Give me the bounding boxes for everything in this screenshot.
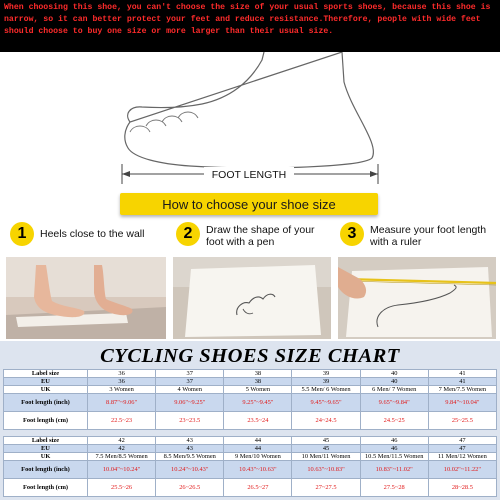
table-cell: 9.84"~10.04" <box>428 394 496 412</box>
table-cell: 40 <box>360 370 428 378</box>
howto-banner: How to choose your shoe size <box>120 193 378 215</box>
step-text: Draw the shape of your foot with a pen <box>206 224 315 248</box>
table-cell: 7 Men/7.5 Women <box>428 386 496 394</box>
table-cell: 25.5~26 <box>88 479 156 497</box>
table-cell: 9 Men/10 Women <box>224 453 292 461</box>
photo-measure-ruler <box>338 257 496 339</box>
table-cell: 39 <box>292 370 360 378</box>
row-label: Foot length (cm) <box>4 479 88 497</box>
table-cell: 44 <box>224 445 292 453</box>
table-cell: 22.5~23 <box>88 412 156 430</box>
table-row-label-size <box>4 370 497 378</box>
step-3 <box>340 222 498 258</box>
table-cell: 42 <box>88 445 156 453</box>
table-cell: 44 <box>224 437 292 445</box>
table-cell: 46 <box>360 437 428 445</box>
table-cell: 43 <box>156 437 224 445</box>
table-cell: 40 <box>360 378 428 386</box>
table-cell: 6 Men/ 7 Women <box>360 386 428 394</box>
table-cell: 26~26.5 <box>156 479 224 497</box>
step-number: 3 <box>340 222 364 246</box>
table-cell: 38 <box>224 378 292 386</box>
step-text: Heels close to the wall <box>40 228 145 240</box>
table-cell: 39 <box>292 378 360 386</box>
row-label: Label size <box>4 437 88 445</box>
row-label: UK <box>4 453 88 461</box>
table-cell: 37 <box>156 370 224 378</box>
table-cell: 23.5~24 <box>224 412 292 430</box>
table-cell: 5.5 Men/ 6 Women <box>292 386 360 394</box>
photo-heel-wall <box>6 257 166 339</box>
row-label: Foot length (cm) <box>4 412 88 430</box>
table-row-inch <box>4 461 497 479</box>
row-label: Foot length (inch) <box>4 394 88 412</box>
step-number: 2 <box>176 222 200 246</box>
row-label: Foot length (inch) <box>4 461 88 479</box>
table-cell: 9.45"~9.65" <box>292 394 360 412</box>
table-cell: 8.5 Men/9.5 Women <box>156 453 224 461</box>
table-row-label-size <box>4 437 497 445</box>
step-2 <box>176 222 336 258</box>
table-row-uk <box>4 386 497 394</box>
table-cell: 28~28.5 <box>428 479 496 497</box>
table-cell: 43 <box>156 445 224 453</box>
table-cell: 10.24"~10.43" <box>156 461 224 479</box>
foot-length-label: FOOT LENGTH <box>211 169 287 181</box>
arrow-left <box>122 171 130 177</box>
table-cell: 5 Women <box>224 386 292 394</box>
table-row-eu <box>4 445 497 453</box>
table-row-uk <box>4 453 497 461</box>
table-cell: 10.04"~10.24" <box>88 461 156 479</box>
size-table-top <box>3 369 497 430</box>
table-row-cm <box>4 412 497 430</box>
table-cell: 25~25.5 <box>428 412 496 430</box>
table-cell: 27~27.5 <box>292 479 360 497</box>
table-cell: 23~23.5 <box>156 412 224 430</box>
table-cell: 41 <box>428 378 496 386</box>
table-cell: 42 <box>88 437 156 445</box>
step-number: 1 <box>10 222 34 246</box>
foot-outline <box>125 52 374 168</box>
step-1 <box>10 222 160 258</box>
table-cell: 45 <box>292 445 360 453</box>
warning-banner: When choosing this shoe, you can't choose the size of your usual sports shoes, because this shoe is narrow, so it can better protect your feet and reduce resistance.Therefore, people with wide feet should choose to buy one size or more larger than their usual size. <box>0 0 500 52</box>
table-cell: 45 <box>292 437 360 445</box>
table-cell: 10.02"~11.22" <box>428 461 496 479</box>
row-label: EU <box>4 445 88 453</box>
row-label: EU <box>4 378 88 386</box>
table-cell: 9.06"~9.25" <box>156 394 224 412</box>
table-row-inch <box>4 394 497 412</box>
arrow-right <box>370 171 378 177</box>
size-table-bottom <box>3 436 497 497</box>
table-cell: 10.83"~11.02" <box>360 461 428 479</box>
table-cell: 10 Men/11 Women <box>292 453 360 461</box>
chart-title: CYCLING SHOES SIZE CHART <box>100 345 400 367</box>
table-row-cm <box>4 479 497 497</box>
step-text: Measure your foot length with a ruler <box>370 224 487 248</box>
table-cell: 47 <box>428 445 496 453</box>
table-cell: 10.43"~10.63" <box>224 461 292 479</box>
table-cell: 10.63"~10.83" <box>292 461 360 479</box>
table-cell: 4 Women <box>156 386 224 394</box>
table-cell: 11 Men/12 Women <box>428 453 496 461</box>
table-cell: 36 <box>88 378 156 386</box>
row-label: UK <box>4 386 88 394</box>
table-cell: 47 <box>428 437 496 445</box>
table-cell: 41 <box>428 370 496 378</box>
size-chart <box>0 341 500 500</box>
row-label: Label size <box>4 370 88 378</box>
table-cell: 7.5 Men/8.5 Women <box>88 453 156 461</box>
table-cell: 10.5 Men/11.5 Women <box>360 453 428 461</box>
table-cell: 8.87"~9.06" <box>88 394 156 412</box>
table-cell: 9.65"~9.84" <box>360 394 428 412</box>
photo-draw-foot <box>173 257 331 339</box>
table-cell: 37 <box>156 378 224 386</box>
table-cell: 24~24.5 <box>292 412 360 430</box>
table-cell: 36 <box>88 370 156 378</box>
table-cell: 3 Women <box>88 386 156 394</box>
foot-length-diagram <box>90 52 420 192</box>
table-cell: 38 <box>224 370 292 378</box>
table-row-eu <box>4 378 497 386</box>
table-cell: 46 <box>360 445 428 453</box>
table-cell: 9.25"~9.45" <box>224 394 292 412</box>
table-cell: 27.5~28 <box>360 479 428 497</box>
table-cell: 26.5~27 <box>224 479 292 497</box>
table-cell: 24.5~25 <box>360 412 428 430</box>
toes-outline <box>130 112 198 132</box>
